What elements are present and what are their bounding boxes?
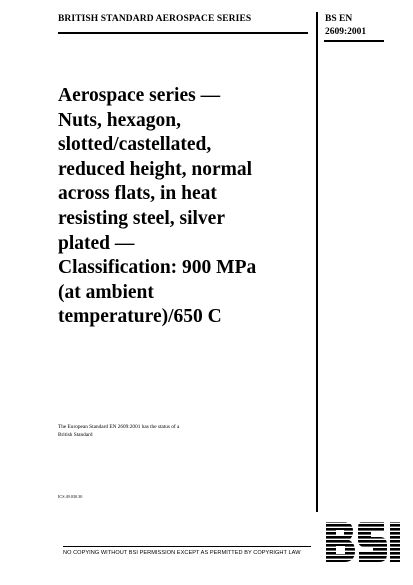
status-note: [58, 424, 179, 439]
title-line: Classification: 900 MPa: [58, 257, 257, 279]
title-line: across flats, in heat: [58, 183, 217, 205]
status-note-line1: The European Standard EN 2609:2001 has the status of a: [58, 424, 180, 430]
title-line: Nuts, hexagon,: [58, 109, 181, 131]
series-header: BRITISH STANDARD AEROSPACE SERIES: [58, 14, 252, 24]
footer-rule: [63, 546, 311, 547]
header-rule-right: [324, 40, 384, 42]
bsi-logo: [324, 520, 402, 564]
standard-number-line2: 2609:2001: [325, 27, 367, 37]
document-title: [58, 84, 320, 330]
copyright-notice: NO COPYING WITHOUT BSI PERMISSION EXCEPT AS PERMITTED BY COPYRIGHT LAW: [63, 550, 301, 556]
title-line: Aerospace series —: [58, 85, 221, 106]
title-line: plated —: [58, 232, 135, 254]
title-line: (at ambient: [58, 281, 154, 303]
title-line: slotted/castellated,: [58, 134, 212, 156]
ics-code: ICS 49.030.30: [58, 494, 83, 499]
title-line: reduced height, normal: [58, 158, 253, 180]
title-line: resisting steel, silver: [58, 207, 225, 229]
header-rule-left: [58, 32, 308, 34]
standard-number-line1: BS EN: [325, 14, 353, 24]
status-note-line2: British Standard: [58, 431, 93, 438]
standard-number: [325, 13, 366, 39]
title-line: temperature)/650 C: [58, 306, 222, 328]
